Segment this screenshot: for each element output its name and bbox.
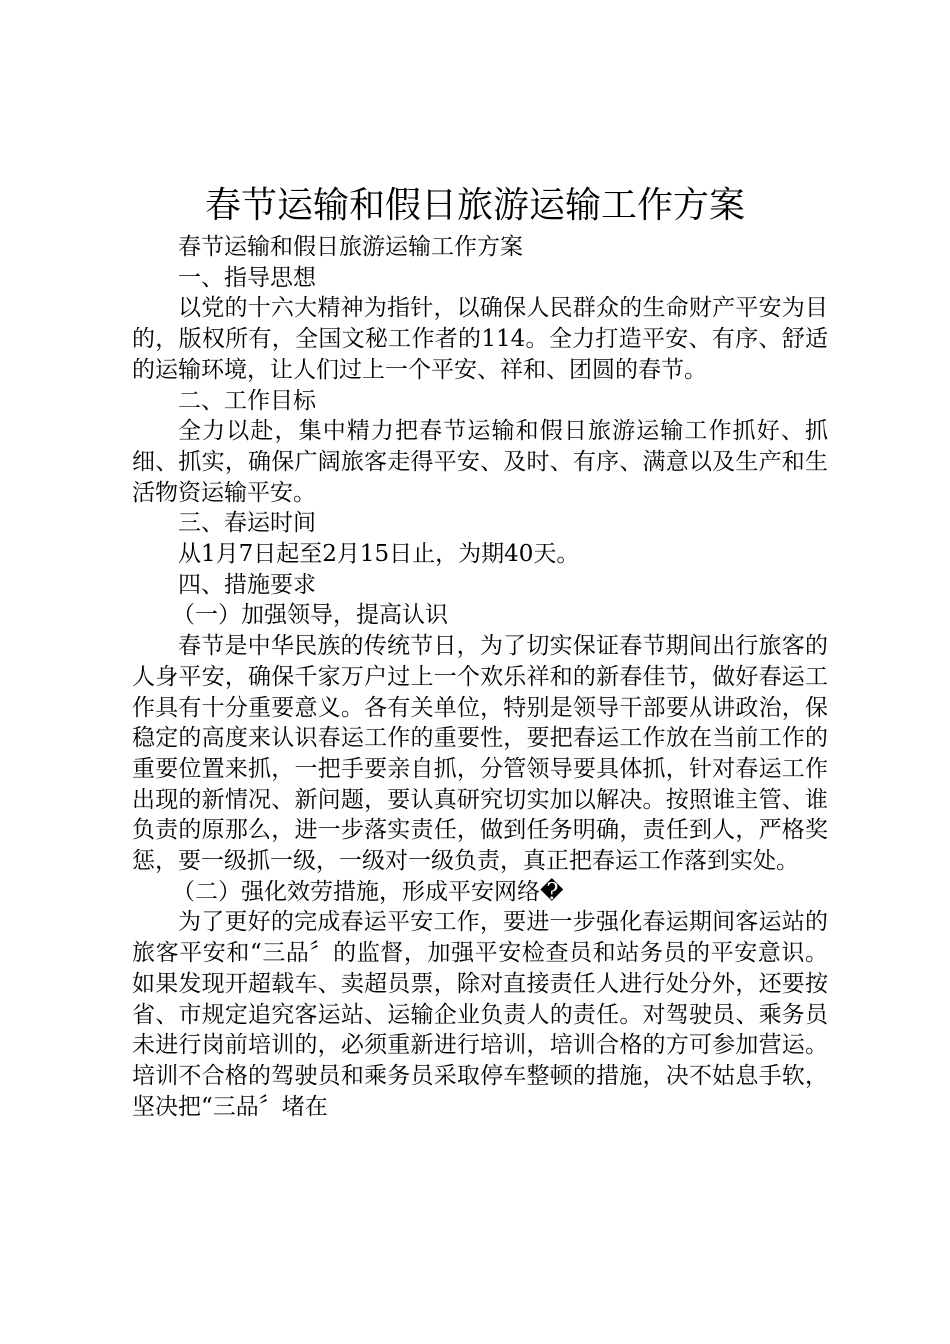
paragraph-work-goal: 全力以赴，集中精力把春节运输和假日旅游运输工作抓好、抓细、抓实，确保广阔旅客走得平安、及时、有序、满意以及生产和生活物资运输平安。 bbox=[132, 418, 828, 506]
paragraph-service-measures: 为了更好的完成春运平安工作，要进一步强化春运期间客运站的旅客平安和“三品〞的监督，加强平安检查员和站务员的平安意识。如果发现开超载车、卖超员票，除对直接责任人进行处分外，还要按省、市规定追究客运站、运输企业负责人的责任。对驾驶员、乘务员未进行岗前培训的，必须重新进行培训，培训合格的方可参加营运。培训不合格的驾驶员和乘务员采取停车整顿的措施，决不姑息手软，坚决把“三品〞堵在 bbox=[132, 909, 828, 1120]
paragraph-spring-period: 从1月7日起至2月15日止，为期40天。 bbox=[178, 541, 580, 568]
section-heading-4: 四、措施要求 bbox=[178, 571, 316, 598]
subsection-heading-1: （一）加强领导，提高认识 bbox=[172, 602, 448, 629]
section-heading-1: 一、指导思想 bbox=[178, 264, 316, 291]
section-heading-3: 三、春运时间 bbox=[178, 510, 316, 537]
section-heading-2: 二、工作目标 bbox=[178, 387, 316, 414]
document-body bbox=[132, 232, 828, 1122]
paragraph-guiding-idea: 以党的十六大精神为指针，以确保人民群众的生命财产平安为目的，版权所有，全国文秘工作者的114。全力打造平安、有序、舒适的运输环境，让人们过上一个平安、祥和、团圆的春节。 bbox=[132, 295, 828, 383]
document-title: 春节运输和假日旅游运输工作方案 bbox=[204, 185, 745, 226]
paragraph-leadership: 春节是中华民族的传统节日，为了切实保证春节期间出行旅客的人身平安，确保千家万户过上一个欢乐祥和的新春佳节，做好春运工作具有十分重要意义。各有关单位，特别是领导干部要从讲政治，保稳定的高度来认识春运工作的重要性，要把春运工作放在当前工作的重要位置来抓，一把手要亲自抓，分管领导要具体抓，针对春运工作出现的新情况、新问题，要认真研究切实加以解决。按照谁主管、谁负责的原那么，进一步落实责任，做到任务明确，责任到人，严格奖惩，要一级抓一级，一级对一级负责，真正把春运工作落到实处。 bbox=[132, 633, 828, 875]
subsection-heading-2: （二）强化效劳措施，形成平安网络� bbox=[172, 878, 564, 905]
paragraph-doc-name: 春节运输和假日旅游运输工作方案 bbox=[178, 234, 523, 260]
